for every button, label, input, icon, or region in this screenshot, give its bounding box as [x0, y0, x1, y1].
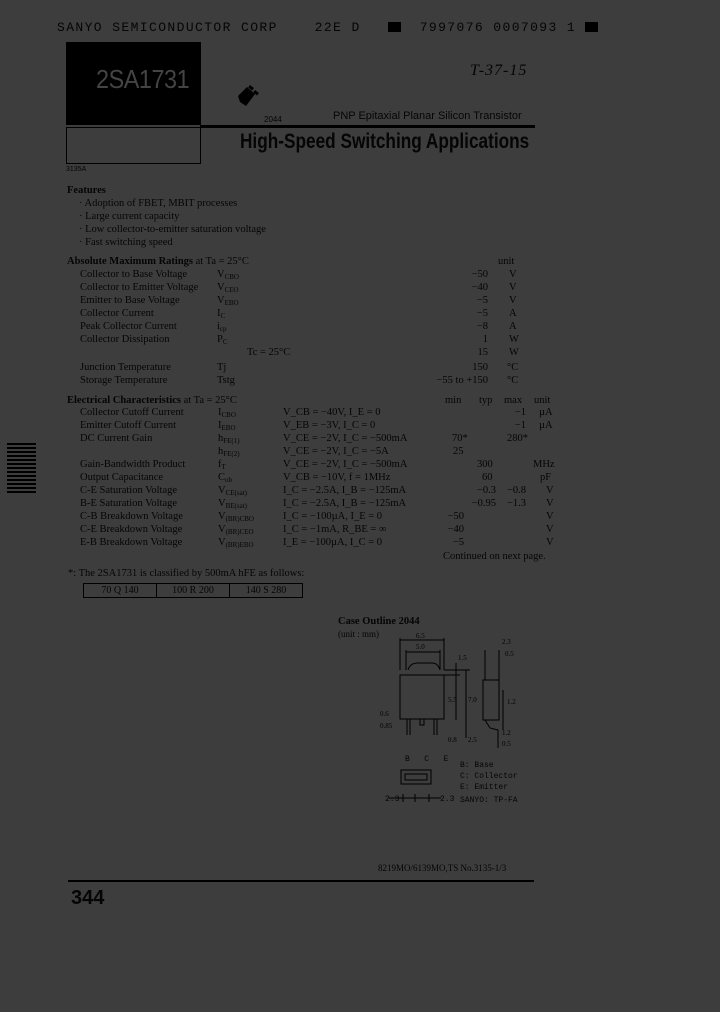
unit: V: [546, 498, 554, 509]
col-typ: typ: [479, 395, 493, 406]
max-value: −1: [514, 420, 526, 431]
param-label: Collector Cutoff Current: [80, 407, 184, 418]
features-title: Features: [67, 185, 106, 196]
condition: Tc = 25°C: [247, 347, 291, 358]
param-label: C-B Breakdown Voltage: [80, 511, 183, 522]
symbol: $I_{CBO}$: [218, 407, 236, 419]
empty-box: [66, 127, 201, 164]
unit: A: [509, 321, 517, 332]
unit: W: [509, 347, 519, 358]
test-condition: I_C = −2.5A, I_B = −125mA: [283, 485, 407, 496]
svg-text:1.2: 1.2: [502, 729, 511, 737]
param-label: Output Capacitance: [80, 472, 164, 483]
svg-text:7.0: 7.0: [468, 696, 477, 704]
feature-item: · Fast switching speed: [79, 237, 173, 248]
classification-note: *: The 2SA1731 is classified by 500mA hFE as follows:: [68, 568, 305, 579]
svg-text:2.5: 2.5: [468, 736, 477, 744]
svg-text:1.2: 1.2: [507, 698, 516, 706]
symbol: $V_{CEO}$: [217, 282, 239, 294]
symbol: $C_{ob}$: [218, 472, 233, 484]
symbol: $V_{(BR)CEO}$: [218, 524, 254, 536]
header-code-1: 22E D: [314, 20, 361, 35]
test-condition: V_EB = −3V, I_C = 0: [283, 420, 376, 431]
elec-title: Electrical Characteristics: [67, 395, 181, 406]
t-code: T-37-15: [470, 62, 528, 79]
test-condition: I_C = −100µA, I_E = 0: [283, 511, 383, 522]
symbol: $I_{EBO}$: [218, 420, 236, 432]
svg-text:0.8: 0.8: [448, 736, 457, 744]
rank-q-cell: 70 Q 140: [84, 584, 157, 598]
param-label: Collector to Base Voltage: [80, 269, 188, 280]
symbol: $P_C$: [217, 334, 228, 346]
col-min: min: [445, 395, 462, 406]
symbol: $h_{FE(2)}$: [218, 446, 240, 458]
header-line: [57, 20, 598, 35]
param-label: DC Current Gain: [80, 433, 153, 444]
header-code-2: 7997076 0007093 1: [419, 20, 577, 35]
param-label: Emitter Cutoff Current: [80, 420, 177, 431]
param-label: Collector to Emitter Voltage: [80, 282, 199, 293]
col-max: max: [504, 395, 523, 406]
feature-item: · Large current capacity: [79, 211, 180, 222]
test-condition: V_CE = −2V, I_C = −500mA: [283, 433, 408, 444]
svg-text:5.5: 5.5: [448, 696, 457, 704]
symbol: $f_T$: [218, 459, 226, 471]
param-label: Storage Temperature: [80, 375, 168, 386]
typ-value: 60: [482, 472, 493, 483]
value: −55 to +150: [436, 375, 488, 386]
typ-value: −0.3: [476, 485, 496, 496]
param-label: Gain-Bandwidth Product: [80, 459, 186, 470]
param-label: Emitter to Base Voltage: [80, 295, 180, 306]
part-number: 2SA1731: [96, 64, 190, 94]
company-name: SANYO SEMICONDUCTOR CORP: [57, 20, 278, 35]
svg-text:2.3: 2.3: [502, 638, 511, 646]
unit: µA: [539, 407, 553, 418]
test-condition: I_C = −1mA, R_BE = ∞: [283, 524, 387, 535]
symbol: $V_{EBO}$: [217, 295, 239, 307]
transistor-package-icon: [235, 84, 261, 110]
continued-note: Continued on next page.: [443, 551, 546, 562]
value: 150: [472, 362, 488, 373]
unit: V: [546, 537, 554, 548]
unit: µA: [539, 420, 553, 431]
param-label: Peak Collector Current: [80, 321, 177, 332]
value: 15: [477, 347, 488, 358]
barcode-strip: [7, 443, 36, 493]
svg-text:0.6: 0.6: [380, 710, 389, 718]
max-value: −1.3: [506, 498, 526, 509]
value: −50: [471, 269, 488, 280]
rank-s-cell: 140 S 280: [230, 584, 303, 598]
rank-r-cell: 100 R 200: [157, 584, 230, 598]
symbol: $I_C$: [217, 308, 226, 320]
symbol: $V_{(BR)EBO}$: [218, 537, 254, 549]
symbol: $V_{BE(sat)}$: [218, 498, 247, 510]
typ-value: 300: [477, 459, 493, 470]
param-label: Collector Current: [80, 308, 154, 319]
value: −8: [476, 321, 488, 332]
case-outline-unit: (unit : mm): [338, 629, 379, 639]
unit: V: [509, 269, 517, 280]
unit: W: [509, 334, 519, 345]
test-condition: V_CE = −2V, I_C = −500mA: [283, 459, 408, 470]
param-label: B-E Saturation Voltage: [80, 498, 178, 509]
svg-text:6.5: 6.5: [416, 632, 425, 640]
feature-item: · Low collector-to-emitter saturation voltage: [79, 224, 266, 235]
unit: V: [546, 485, 554, 496]
legend-collector: C: Collector: [460, 772, 518, 781]
legend-base: B: Base: [460, 761, 494, 770]
document-reference: 8219MO/6139MO,TS No.3135-1/3: [378, 863, 507, 873]
test-condition: I_C = −2.5A, I_B = −125mA: [283, 498, 407, 509]
unit: V: [509, 295, 517, 306]
symbol: $V_{CBO}$: [217, 269, 239, 281]
test-condition: V_CB = −10V, f = 1MHz: [283, 472, 391, 483]
unit: V: [509, 282, 517, 293]
param-label: C-E Saturation Voltage: [80, 485, 178, 496]
min-value: 25: [453, 446, 464, 457]
pin-labels: B C E: [405, 755, 449, 764]
param-label: Collector Dissipation: [80, 334, 170, 345]
symbol: Tstg: [217, 375, 235, 386]
unit: V: [546, 511, 554, 522]
page-number: 344: [71, 887, 105, 909]
footer-divider: [68, 880, 534, 882]
doc-code: 3135A: [66, 166, 87, 173]
svg-text:0.85: 0.85: [380, 722, 393, 730]
param-label: C-E Breakdown Voltage: [80, 524, 183, 535]
value: −40: [471, 282, 488, 293]
max-value: −0.8: [506, 485, 526, 496]
unit: °C: [507, 362, 519, 373]
legend-emitter: E: Emitter: [460, 783, 509, 792]
case-outline-title: Case Outline 2044: [338, 616, 420, 627]
min-value: −50: [447, 511, 464, 522]
unit: pF: [540, 472, 552, 483]
col-unit: unit: [534, 395, 551, 406]
svg-text:1.5: 1.5: [458, 654, 467, 662]
svg-text:0.5: 0.5: [505, 650, 514, 658]
application-title: High-Speed Switching Applications: [240, 130, 530, 153]
unit: MHz: [533, 459, 555, 470]
svg-text:0.5: 0.5: [502, 740, 511, 748]
symbol: $i_{cp}$: [217, 321, 227, 333]
value: −5: [476, 295, 488, 306]
case-outline-drawing: [370, 630, 540, 750]
min-value: −5: [452, 537, 464, 548]
value: −5: [476, 308, 488, 319]
abs-max-title: Absolute Maximum Ratings: [67, 256, 194, 267]
typ-value: −0.95: [471, 498, 496, 509]
unit: A: [509, 308, 517, 319]
divider: [200, 125, 535, 128]
max-value: 280*: [507, 433, 528, 444]
param-label: Junction Temperature: [80, 362, 171, 373]
param-label: E-B Breakdown Voltage: [80, 537, 183, 548]
unit: °C: [507, 375, 519, 386]
value: 1: [482, 334, 488, 345]
package-name: SANYO: TP-FA: [460, 796, 518, 805]
min-value: −40: [447, 524, 464, 535]
test-condition: V_CB = −40V, I_E = 0: [283, 407, 381, 418]
black-mark-icon: [388, 22, 401, 32]
elec-condition: at Ta = 25°C: [183, 395, 237, 406]
feature-item: · Adoption of FBET, MBIT processes: [79, 198, 238, 209]
svg-text:5.0: 5.0: [416, 643, 425, 651]
abs-max-heading: [67, 255, 249, 268]
unit-header: unit: [498, 256, 515, 267]
hfe-classification-table: [83, 583, 303, 598]
black-mark-icon: [585, 22, 598, 32]
symbol: $h_{FE(1)}$: [218, 433, 240, 445]
symbol: $V_{CE(sat)}$: [218, 485, 247, 497]
pin-spacing-left: 2.3: [385, 795, 400, 804]
symbol: $V_{(BR)CBO}$: [218, 511, 254, 523]
test-condition: I_E = −100µA, I_C = 0: [283, 537, 383, 548]
unit: V: [546, 524, 554, 535]
min-value: 70*: [452, 433, 468, 444]
pin-spacing-right: 2.3: [440, 795, 455, 804]
device-type: PNP Epitaxial Planar Silicon Transistor: [333, 110, 522, 122]
test-condition: V_CE = −2V, I_C = −5A: [283, 446, 389, 457]
max-value: −1: [514, 407, 526, 418]
symbol: Tj: [217, 362, 227, 373]
package-code: 2044: [264, 115, 282, 124]
abs-max-condition: at Ta = 25°C: [195, 256, 249, 267]
